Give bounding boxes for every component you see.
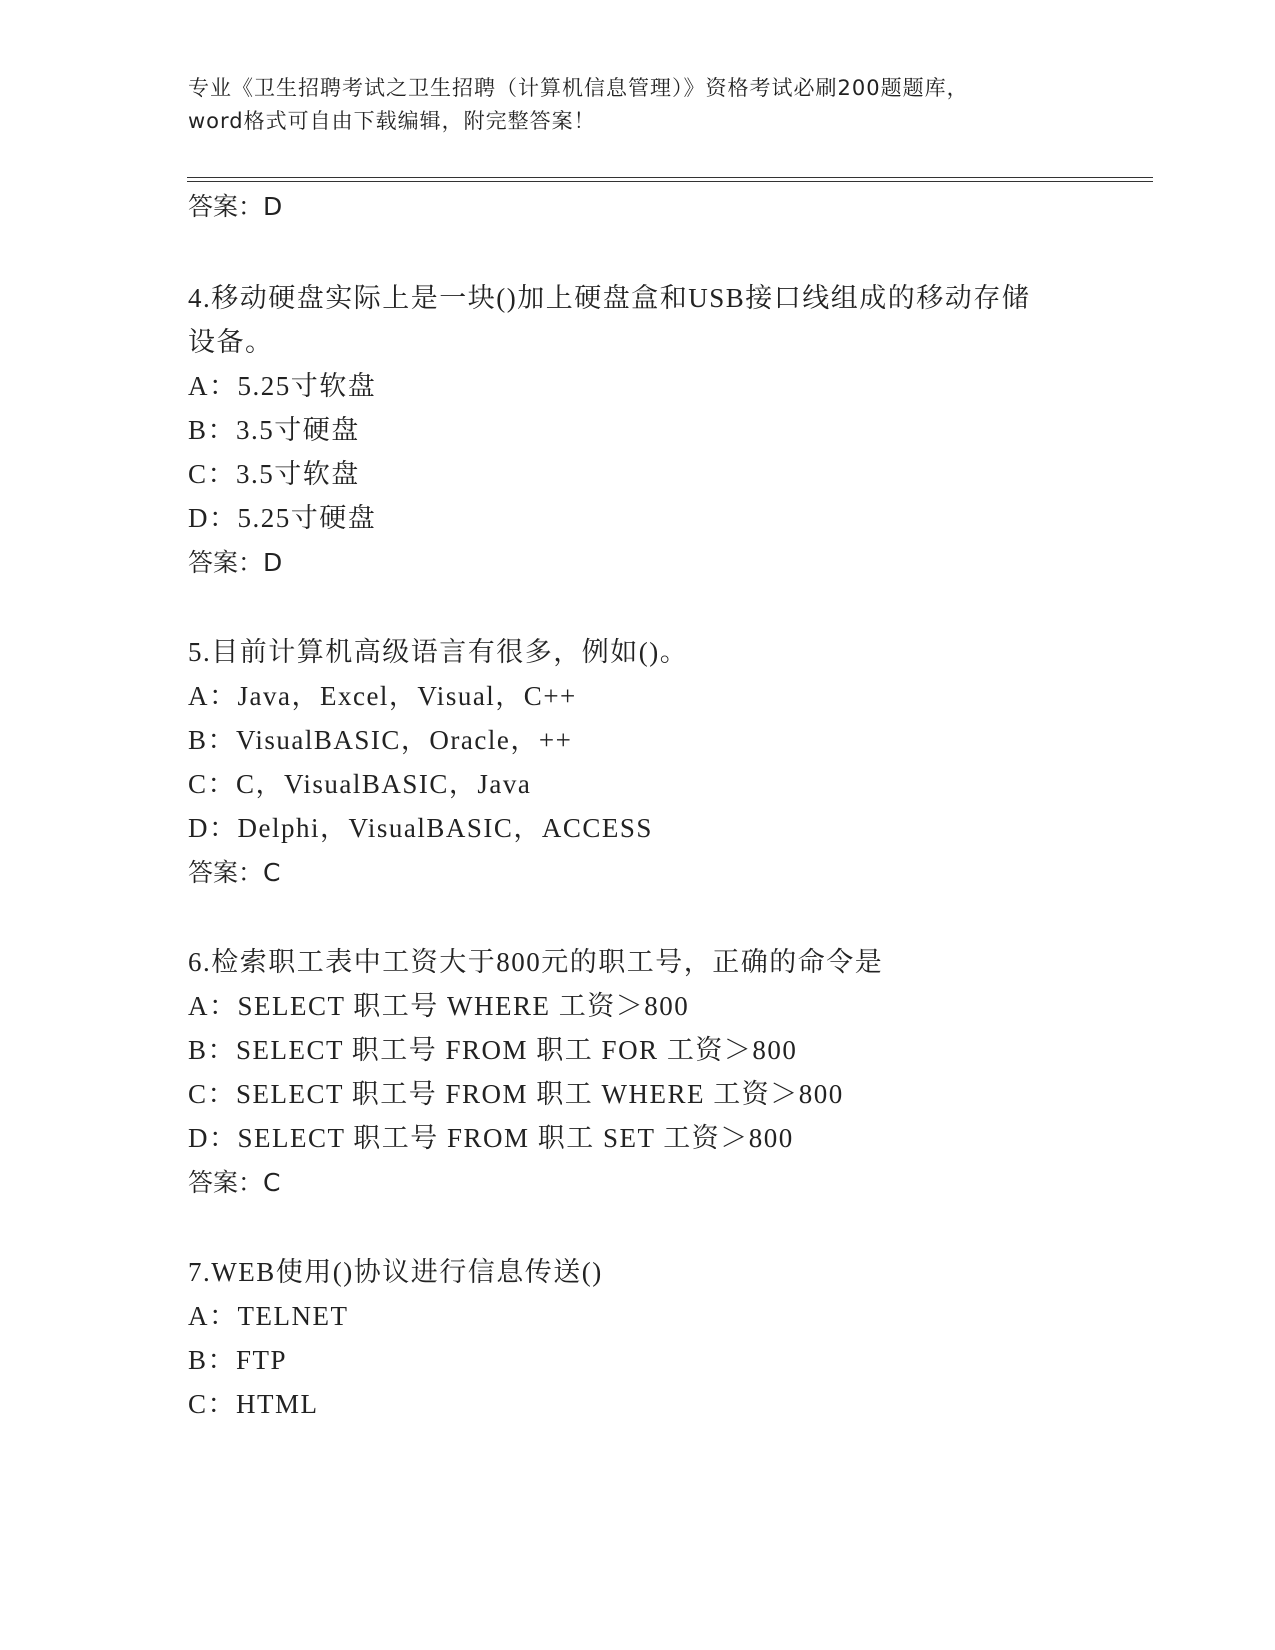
question-7-option-c: C：HTML xyxy=(188,1389,319,1419)
question-4-option-a: A：5.25寸软盘 xyxy=(188,371,377,401)
question-4-stem-line-2: 设备。 xyxy=(188,327,274,357)
question-6-answer: 答案：C xyxy=(188,1168,281,1197)
question-6-option-b: B：SELECT 职工号 FROM 职工 FOR 工资＞800 xyxy=(188,1035,798,1065)
question-5-stem: 5.目前计算机高级语言有很多，例如()。 xyxy=(188,637,689,667)
header-rule-bottom xyxy=(187,181,1153,182)
header-line-2: word格式可自由下载编辑，附完整答案！ xyxy=(188,109,596,133)
question-6-option-d: D：SELECT 职工号 FROM 职工 SET 工资＞800 xyxy=(188,1123,794,1153)
question-6-stem: 6.检索职工表中工资大于800元的职工号，正确的命令是 xyxy=(188,947,884,977)
header-line-1: 专业《卫生招聘考试之卫生招聘（计算机信息管理）》资格考试必刷200题题库， xyxy=(188,76,969,100)
document-header xyxy=(188,72,1088,138)
question-4-stem-line-1: 4.移动硬盘实际上是一块()加上硬盘盒和USB接口线组成的移动存储 xyxy=(188,283,1031,313)
question-7-stem: 7.WEB使用()协议进行信息传送() xyxy=(188,1257,603,1287)
question-5-option-c: C：C，VisualBASIC，Java xyxy=(188,769,532,799)
question-5-answer: 答案：C xyxy=(188,858,281,887)
question-4-option-d: D：5.25寸硬盘 xyxy=(188,503,377,533)
question-6-option-c: C：SELECT 职工号 FROM 职工 WHERE 工资＞800 xyxy=(188,1079,844,1109)
question-7-option-a: A：TELNET xyxy=(188,1301,349,1331)
question-5-option-a: A：Java，Excel，Visual，C++ xyxy=(188,681,577,711)
header-rule-top xyxy=(187,177,1153,178)
question-6-option-a: A：SELECT 职工号 WHERE 工资＞800 xyxy=(188,991,690,1021)
question-7-option-b: B：FTP xyxy=(188,1345,288,1375)
question-5-option-b: B：VisualBASIC，Oracle，++ xyxy=(188,725,573,755)
question-4-option-b: B：3.5寸硬盘 xyxy=(188,415,360,445)
question-4-option-c: C：3.5寸软盘 xyxy=(188,459,360,489)
question-4-answer: 答案：D xyxy=(188,548,283,577)
answer-prev: 答案：D xyxy=(188,192,283,221)
question-5-option-d: D：Delphi，VisualBASIC，ACCESS xyxy=(188,813,653,843)
